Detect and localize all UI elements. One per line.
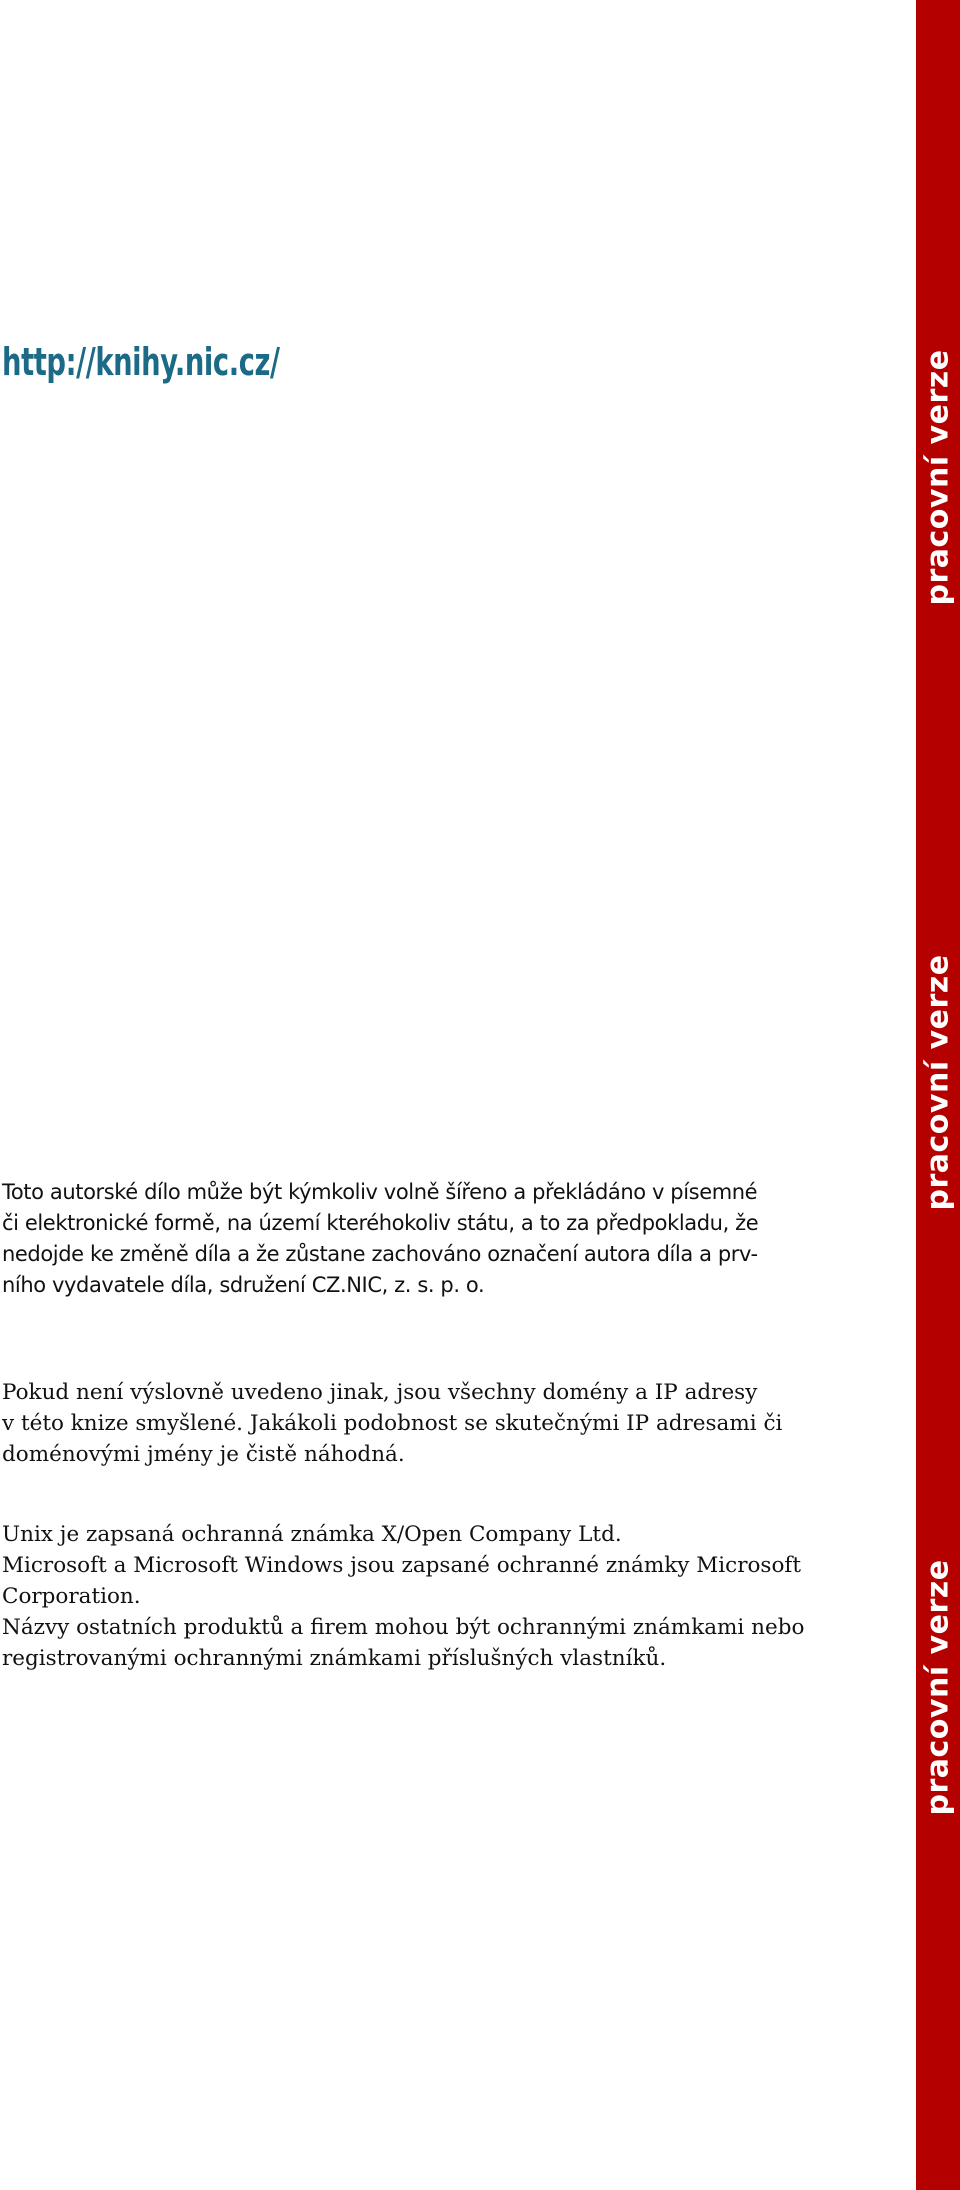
trademark-line: registrovanými ochrannými známkami příslušných vlastníků. [2, 1646, 667, 1671]
draft-watermark: pracovní verze [920, 349, 956, 606]
draft-watermark: pracovní verze [920, 1559, 956, 1816]
trademark-line: Názvy ostatních produktů a firem mohou být ochrannými známkami nebo [2, 1615, 805, 1640]
license-line: Toto autorské dílo může být kýmkoliv volně šířeno a překládáno v písemné [2, 1180, 758, 1204]
license-line: ního vydavatele díla, sdružení CZ.NIC, z. s. p. o. [2, 1273, 485, 1297]
disclaimer-paragraph [2, 1377, 814, 1470]
website-url-link[interactable]: http://knihy.nic.cz/ [2, 340, 280, 384]
disclaimer-line: v této knize smyšlené. Jakákoli podobnost se skutečnými IP adresami či [2, 1411, 783, 1436]
license-paragraph [2, 1177, 814, 1301]
draft-sidebar [916, 0, 960, 2190]
license-line: nedojde ke změně díla a že zůstane zachováno označení autora díla a prv- [2, 1242, 758, 1266]
trademark-line: Corporation. [2, 1584, 141, 1609]
trademarks-paragraph [2, 1519, 814, 1674]
license-line: či elektronické formě, na území kteréhokoliv státu, a to za předpokladu, že [2, 1211, 759, 1235]
trademark-line: Unix je zapsaná ochranná známka X/Open Company Ltd. [2, 1522, 622, 1547]
draft-watermark: pracovní verze [920, 954, 956, 1211]
trademark-line: Microsoft a Microsoft Windows jsou zapsané ochranné známky Microsoft [2, 1553, 801, 1578]
disclaimer-line: Pokud není výslovně uvedeno jinak, jsou všechny domény a IP adresy [2, 1380, 758, 1405]
disclaimer-line: doménovými jmény je čistě náhodná. [2, 1442, 405, 1467]
